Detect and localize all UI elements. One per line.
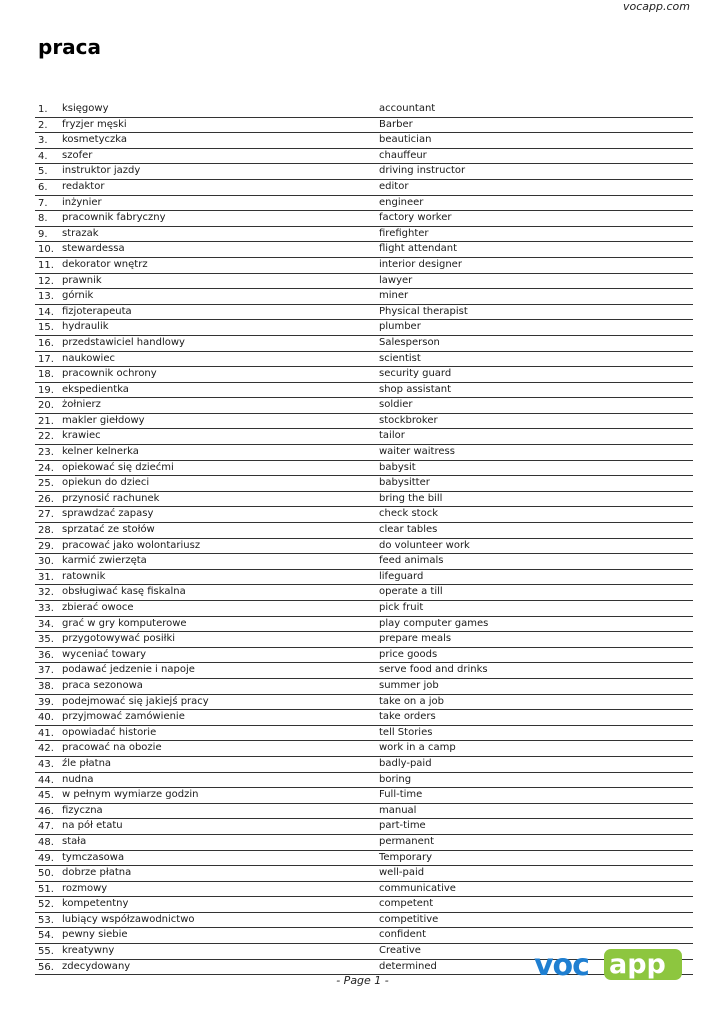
english-term: babysit xyxy=(379,461,416,473)
polish-term: przyjmować zamówienie xyxy=(62,711,185,723)
english-term: tell Stories xyxy=(379,726,433,738)
vocabulary-table xyxy=(35,102,693,975)
entry-number: 24. xyxy=(38,462,54,474)
english-term: competent xyxy=(379,898,434,910)
entry-number: 35. xyxy=(38,634,54,646)
entry-number: 54. xyxy=(38,930,54,942)
table-row xyxy=(35,679,693,695)
entry-number: 47. xyxy=(38,821,54,833)
table-row xyxy=(35,476,693,492)
english-term: feed animals xyxy=(379,555,444,567)
english-term: Full-time xyxy=(379,789,423,801)
logo-text-voc: voc xyxy=(534,948,589,981)
polish-term: sprawdzać zapasy xyxy=(62,508,154,520)
polish-term: księgowy xyxy=(62,103,109,114)
table-row xyxy=(35,757,693,773)
entry-number: 51. xyxy=(38,883,54,895)
table-row xyxy=(35,398,693,414)
entry-number: 27. xyxy=(38,509,54,521)
polish-term: zbierać owoce xyxy=(62,602,134,613)
english-term: clear tables xyxy=(379,524,438,536)
polish-term: przygotowywać posiłki xyxy=(62,633,176,645)
table-row xyxy=(35,414,693,430)
table-row xyxy=(35,819,693,835)
site-url: vocapp.com xyxy=(623,0,690,13)
polish-term: górnik xyxy=(62,290,94,302)
table-row xyxy=(35,851,693,867)
table-row xyxy=(35,149,693,165)
table-row xyxy=(35,617,693,633)
polish-term: pracować na obozie xyxy=(62,742,162,754)
table-row xyxy=(35,570,693,586)
entry-number: 6. xyxy=(38,181,48,193)
polish-term: opowiadać historie xyxy=(62,726,157,738)
entry-number: 5. xyxy=(38,166,48,178)
entry-number: 7. xyxy=(38,197,48,209)
entry-number: 30. xyxy=(38,556,54,568)
table-row xyxy=(35,773,693,789)
polish-term: grać w gry komputerowe xyxy=(62,617,187,629)
polish-term: przynosić rachunek xyxy=(62,492,160,504)
entry-number: 15. xyxy=(38,322,54,334)
polish-term: zdecydowany xyxy=(62,960,131,972)
table-row xyxy=(35,461,693,477)
entry-number: 39. xyxy=(38,696,54,708)
polish-term: podejmować się jakiejś pracy xyxy=(62,695,209,707)
entry-number: 38. xyxy=(38,680,54,692)
table-row xyxy=(35,352,693,368)
polish-term: fryzjer męski xyxy=(62,118,127,130)
polish-term: szofer xyxy=(62,149,93,161)
english-term: badly-paid xyxy=(379,757,432,769)
entry-number: 42. xyxy=(38,743,54,755)
polish-term: kelner kelnerka xyxy=(62,446,139,458)
english-term: miner xyxy=(379,290,409,302)
english-term: editor xyxy=(379,180,409,192)
table-row xyxy=(35,913,693,929)
entry-number: 16. xyxy=(38,337,54,349)
table-row xyxy=(35,554,693,570)
english-term: prepare meals xyxy=(379,633,452,645)
english-term: driving instructor xyxy=(379,165,466,177)
table-row xyxy=(35,258,693,274)
polish-term: kreatywny xyxy=(62,945,115,957)
table-row xyxy=(35,274,693,290)
entry-number: 28. xyxy=(38,525,54,537)
polish-term: ratownik xyxy=(62,570,106,582)
polish-term: stewardessa xyxy=(62,243,125,255)
table-row xyxy=(35,882,693,898)
polish-term: redaktor xyxy=(62,180,105,192)
english-term: bring the bill xyxy=(379,492,443,504)
entry-number: 32. xyxy=(38,587,54,599)
table-row xyxy=(35,710,693,726)
table-row xyxy=(35,695,693,711)
polish-term: źle płatna xyxy=(62,757,112,769)
english-term: summer job xyxy=(379,679,439,691)
table-row xyxy=(35,663,693,679)
entry-number: 2. xyxy=(38,119,48,131)
english-term: permanent xyxy=(379,835,435,847)
entry-number: 13. xyxy=(38,291,54,303)
entry-number: 20. xyxy=(38,400,54,412)
polish-term: hydraulik xyxy=(62,321,109,333)
page-number: - Page 1 - xyxy=(336,974,389,987)
entry-number: 31. xyxy=(38,571,54,583)
polish-term: obsługiwać kasę fiskalna xyxy=(62,586,186,598)
table-row xyxy=(35,726,693,742)
english-term: serve food and drinks xyxy=(379,664,488,676)
table-row xyxy=(35,539,693,555)
entry-number: 50. xyxy=(38,868,54,880)
english-term: confident xyxy=(379,929,427,941)
english-term: pick fruit xyxy=(379,602,424,613)
english-term: Temporary xyxy=(379,851,433,863)
polish-term: podawać jedzenie i napoje xyxy=(62,664,195,676)
entry-number: 17. xyxy=(38,353,54,365)
english-term: play computer games xyxy=(379,617,489,629)
table-row xyxy=(35,367,693,383)
entry-number: 48. xyxy=(38,836,54,848)
entry-number: 33. xyxy=(38,603,54,614)
table-row xyxy=(35,648,693,664)
entry-number: 12. xyxy=(38,275,54,287)
english-term: factory worker xyxy=(379,212,452,224)
table-row xyxy=(35,336,693,352)
polish-term: opiekun do dzieci xyxy=(62,477,150,489)
entry-number: 14. xyxy=(38,306,54,318)
polish-term: pracownik fabryczny xyxy=(62,212,166,224)
entry-number: 11. xyxy=(38,259,54,271)
entry-number: 18. xyxy=(38,369,54,381)
entry-number: 45. xyxy=(38,790,54,802)
table-row xyxy=(35,866,693,882)
entry-number: 10. xyxy=(38,244,54,256)
entry-number: 21. xyxy=(38,415,54,427)
english-term: communicative xyxy=(379,882,456,894)
entry-number: 25. xyxy=(38,478,54,490)
polish-term: kosmetyczka xyxy=(62,134,127,146)
polish-term: nudna xyxy=(62,773,94,785)
entry-number: 26. xyxy=(38,493,54,505)
english-term: price goods xyxy=(379,648,438,660)
table-row xyxy=(35,507,693,523)
polish-term: pracować jako wolontariusz xyxy=(62,539,201,551)
polish-term: na pół etatu xyxy=(62,820,123,832)
english-term: Salesperson xyxy=(379,336,440,348)
english-term: check stock xyxy=(379,508,438,520)
english-term: Creative xyxy=(379,945,421,957)
english-term: soldier xyxy=(379,399,413,411)
polish-term: stała xyxy=(62,835,87,847)
table-row xyxy=(35,180,693,196)
polish-term: karmić zwierzęta xyxy=(62,555,147,567)
english-term: work in a camp xyxy=(379,742,456,754)
english-term: stockbroker xyxy=(379,414,438,426)
table-row xyxy=(35,429,693,445)
entry-number: 43. xyxy=(38,758,54,770)
table-row xyxy=(35,523,693,539)
table-row xyxy=(35,242,693,258)
english-term: part-time xyxy=(379,820,426,832)
table-row xyxy=(35,196,693,212)
polish-term: kompetentny xyxy=(62,898,129,910)
english-term: take orders xyxy=(379,711,436,723)
english-term: accountant xyxy=(379,103,436,114)
english-term: manual xyxy=(379,804,417,816)
entry-number: 41. xyxy=(38,727,54,739)
polish-term: przedstawiciel handlowy xyxy=(62,336,185,348)
entry-number: 34. xyxy=(38,618,54,630)
english-term: flight attendant xyxy=(379,243,458,255)
entry-number: 1. xyxy=(38,104,48,115)
polish-term: instruktor jazdy xyxy=(62,165,141,177)
english-term: babysitter xyxy=(379,477,430,489)
table-row xyxy=(35,102,693,118)
english-term: chauffeur xyxy=(379,149,427,161)
polish-term: fizyczna xyxy=(62,804,103,816)
english-term: lifeguard xyxy=(379,570,424,582)
english-term: scientist xyxy=(379,352,421,364)
entry-number: 22. xyxy=(38,431,54,443)
page-title: praca xyxy=(38,35,102,59)
table-row xyxy=(35,835,693,851)
entry-number: 19. xyxy=(38,384,54,396)
english-term: competitive xyxy=(379,913,439,925)
english-term: boring xyxy=(379,773,412,785)
entry-number: 29. xyxy=(38,540,54,552)
table-row xyxy=(35,383,693,399)
table-row xyxy=(35,741,693,757)
table-row xyxy=(35,585,693,601)
entry-number: 44. xyxy=(38,774,54,786)
table-row xyxy=(35,227,693,243)
english-term: Physical therapist xyxy=(379,305,468,317)
table-row xyxy=(35,305,693,321)
english-term: firefighter xyxy=(379,227,429,239)
polish-term: dobrze płatna xyxy=(62,867,132,879)
entry-number: 23. xyxy=(38,447,54,459)
table-row xyxy=(35,897,693,913)
entry-number: 46. xyxy=(38,805,54,817)
entry-number: 53. xyxy=(38,914,54,926)
english-term: Barber xyxy=(379,118,413,130)
table-row xyxy=(35,289,693,305)
english-term: engineer xyxy=(379,196,424,208)
table-row xyxy=(35,632,693,648)
entry-number: 3. xyxy=(38,135,48,147)
entry-number: 40. xyxy=(38,712,54,724)
table-row xyxy=(35,211,693,227)
entry-number: 4. xyxy=(38,150,48,162)
english-term: security guard xyxy=(379,368,452,380)
polish-term: w pełnym wymiarze godzin xyxy=(62,789,199,801)
polish-term: makler giełdowy xyxy=(62,414,145,426)
entry-number: 49. xyxy=(38,852,54,864)
entry-number: 36. xyxy=(38,649,54,661)
polish-term: pewny siebie xyxy=(62,929,128,941)
polish-term: pracownik ochrony xyxy=(62,368,157,380)
english-term: lawyer xyxy=(379,274,413,286)
table-row xyxy=(35,445,693,461)
polish-term: rozmowy xyxy=(62,882,108,894)
table-row xyxy=(35,118,693,134)
logo-text-app: app xyxy=(609,949,666,980)
polish-term: inżynier xyxy=(62,196,102,208)
entry-number: 56. xyxy=(38,961,54,973)
polish-term: wyceniać towary xyxy=(62,648,147,660)
english-term: shop assistant xyxy=(379,383,452,395)
entry-number: 52. xyxy=(38,899,54,911)
polish-term: prawnik xyxy=(62,274,102,286)
polish-term: tymczasowa xyxy=(62,851,125,863)
english-term: beautician xyxy=(379,134,432,146)
english-term: tailor xyxy=(379,430,405,442)
polish-term: dekorator wnętrz xyxy=(62,258,148,270)
english-term: well-paid xyxy=(379,867,425,879)
polish-term: opiekować się dziećmi xyxy=(62,461,174,473)
english-term: waiter waitress xyxy=(379,446,455,458)
english-term: operate a till xyxy=(379,586,443,598)
polish-term: lubiący współzawodnictwo xyxy=(62,913,195,925)
entry-number: 9. xyxy=(38,228,48,240)
english-term: take on a job xyxy=(379,695,444,707)
table-row xyxy=(35,164,693,180)
entry-number: 55. xyxy=(38,946,54,958)
entry-number: 8. xyxy=(38,213,48,225)
english-term: do volunteer work xyxy=(379,539,470,551)
polish-term: żołnierz xyxy=(62,399,101,411)
polish-term: fizjoterapeuta xyxy=(62,305,132,317)
table-row xyxy=(35,320,693,336)
table-row xyxy=(35,788,693,804)
polish-term: sprzatać ze stołów xyxy=(62,524,155,536)
polish-term: praca sezonowa xyxy=(62,679,143,691)
table-row xyxy=(35,492,693,508)
table-row xyxy=(35,804,693,820)
entry-number: 37. xyxy=(38,665,54,677)
polish-term: strazak xyxy=(62,227,99,239)
table-row xyxy=(35,133,693,149)
table-row xyxy=(35,928,693,944)
polish-term: krawiec xyxy=(62,430,101,442)
polish-term: ekspedientka xyxy=(62,383,129,395)
english-term: interior designer xyxy=(379,258,462,270)
english-term: plumber xyxy=(379,321,421,333)
polish-term: naukowiec xyxy=(62,352,115,364)
table-row xyxy=(35,601,693,617)
english-term: determined xyxy=(379,960,437,972)
